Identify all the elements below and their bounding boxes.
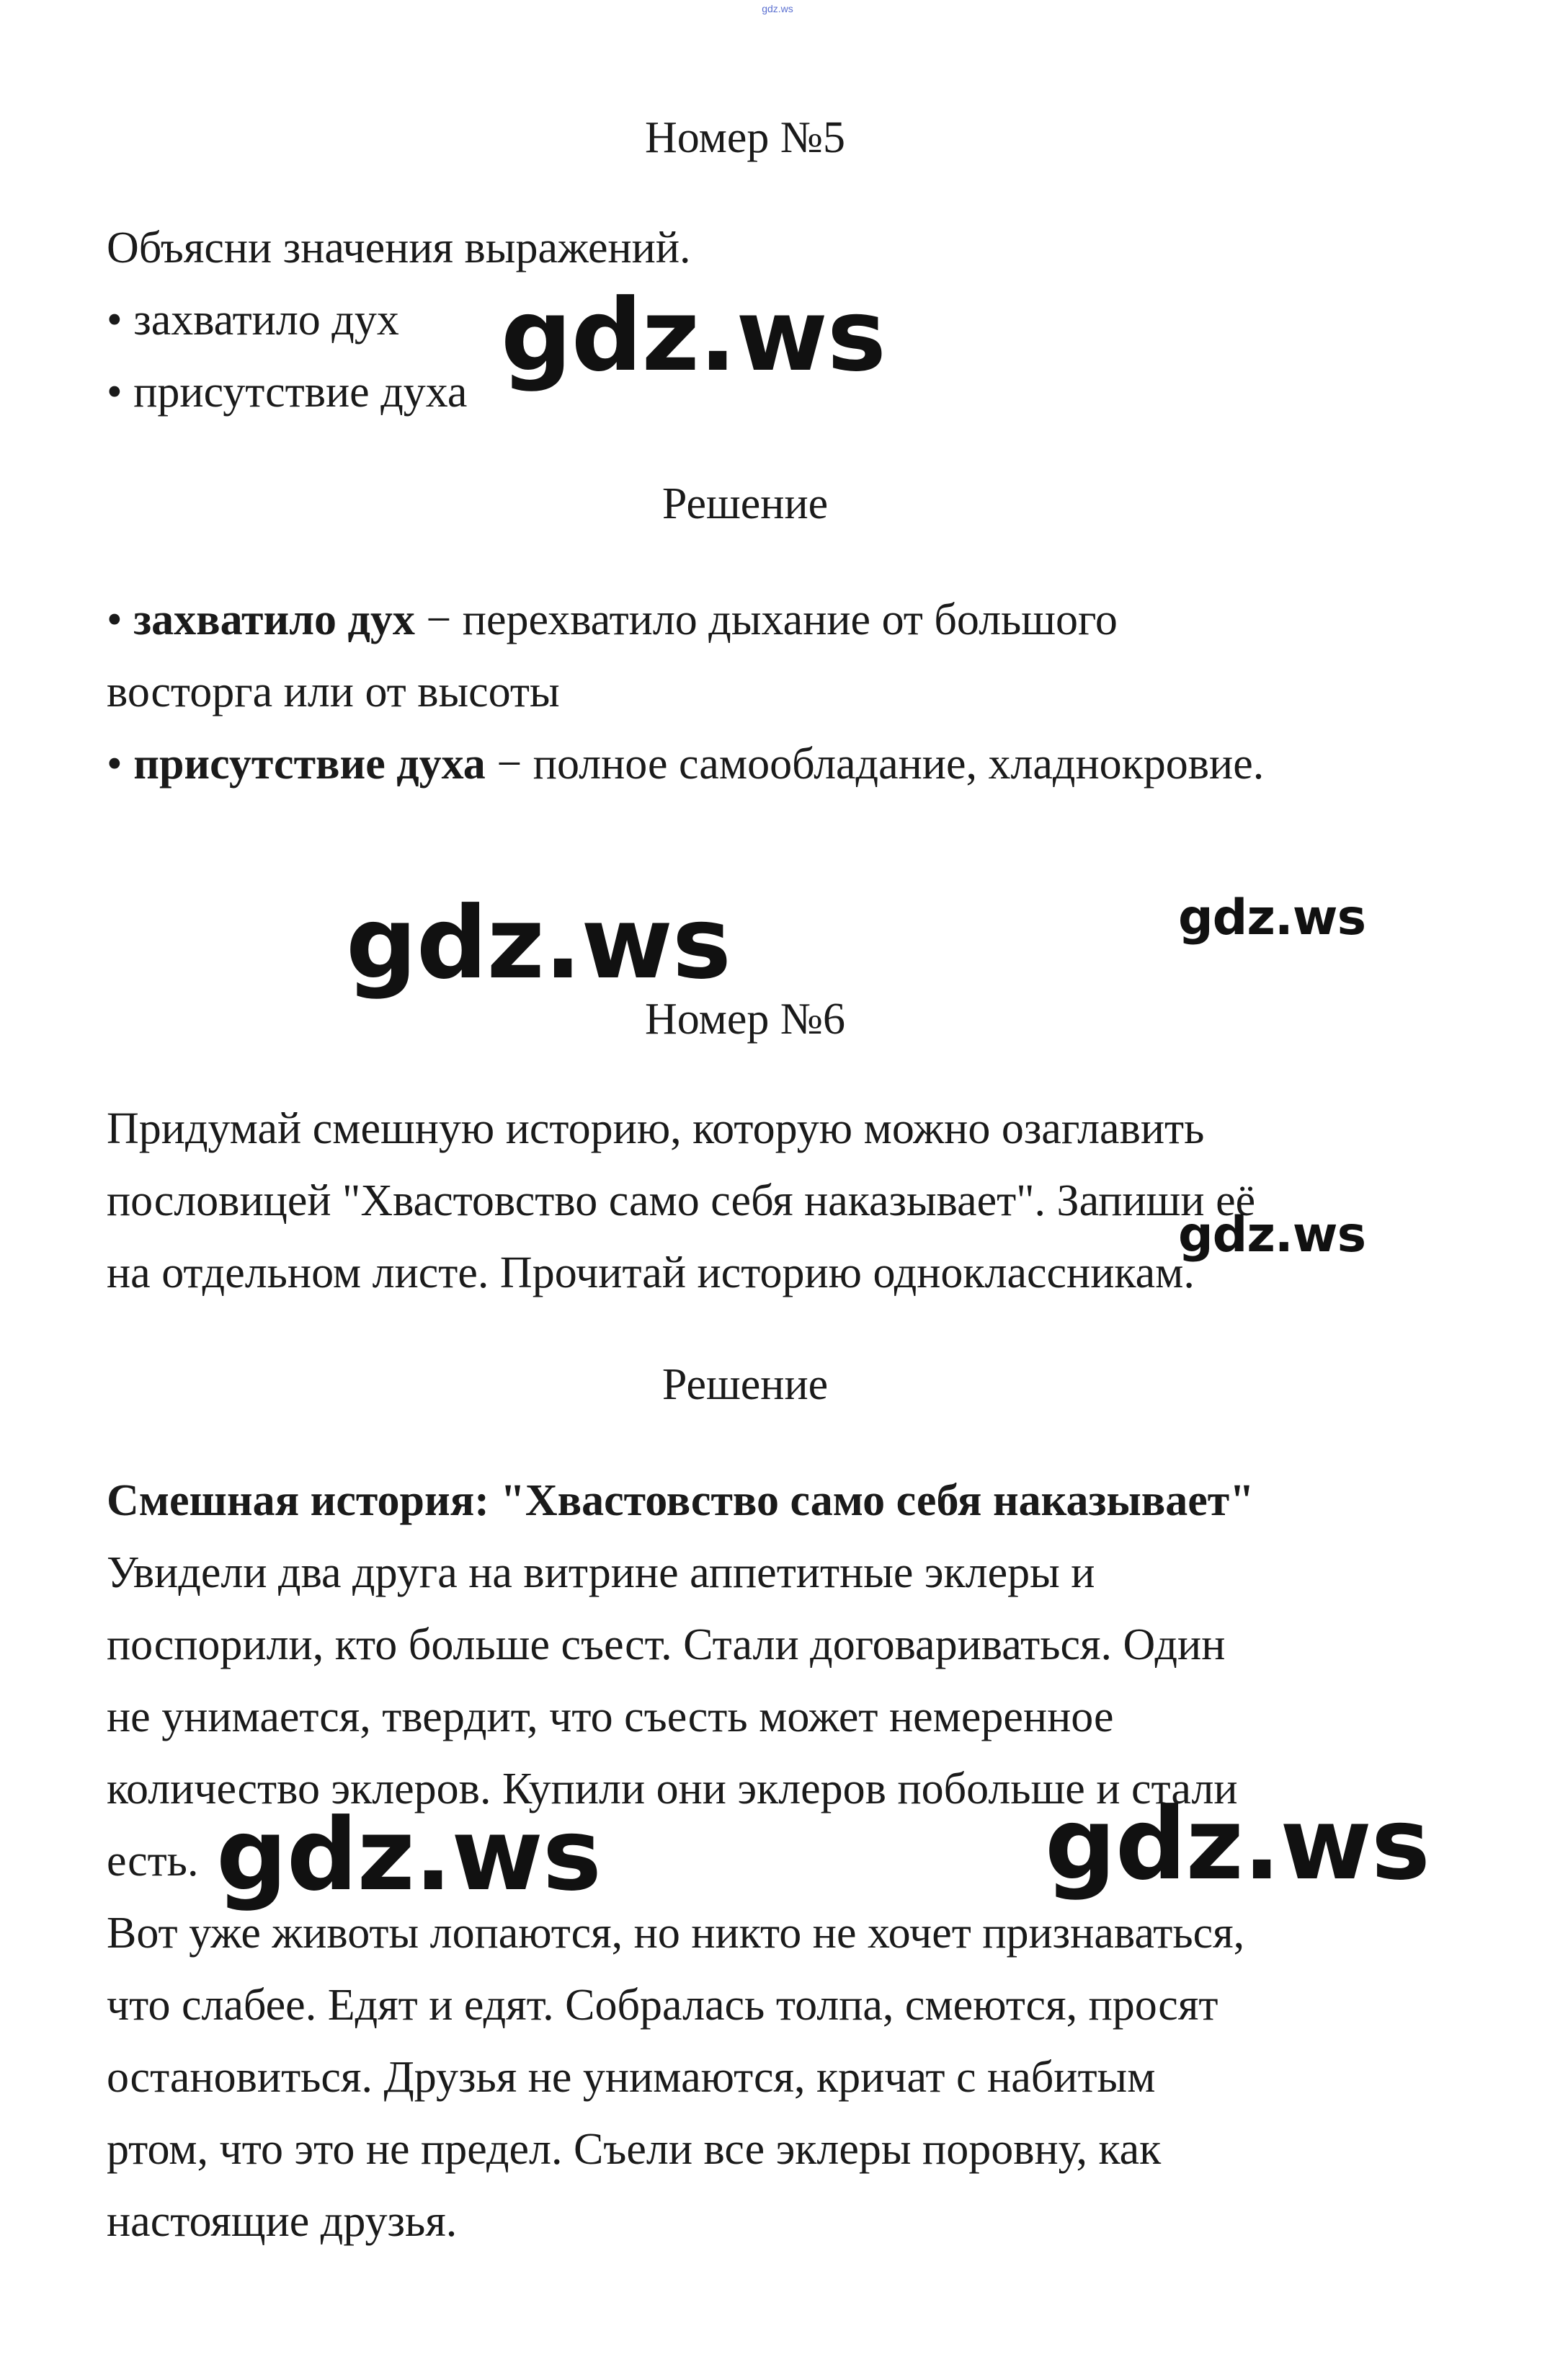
bullet: • (107, 740, 134, 789)
task5-question-line: Объясни значения выражений. (107, 223, 691, 272)
watermark-logo: gdz.ws (1045, 1786, 1430, 1902)
story-line: Увидели два друга на витрине аппетитные эклеры и (107, 1548, 1095, 1597)
task5-solution-heading: Решение (661, 479, 829, 528)
story-line: ртом, что это не предел. Съели все эклеры поровну, как (107, 2125, 1162, 2174)
story-line: что слабее. Едят и едят. Собралась толпа, смеются, просят (107, 1981, 1218, 2030)
task5-answer-2 (107, 740, 1265, 789)
answer-term: захватило дух (133, 595, 415, 644)
answer-definition: − перехватило дыхание от большого (414, 595, 1118, 644)
task5-answer-1 (107, 595, 1118, 644)
task6-question-line: на отдельном листе. Прочитай историю одноклассникам. (107, 1248, 1195, 1297)
task5-title: Номер №5 (644, 113, 845, 162)
story-title (107, 1478, 1255, 1523)
story-line: не унимается, твердит, что съесть может немеренное (107, 1692, 1114, 1741)
task5-question-line: • присутствие духа (107, 368, 468, 417)
story-line: есть. (107, 1837, 199, 1886)
story-title-text: Смешная история: "Хвастовство само себя наказывает" (107, 1476, 1255, 1525)
story-line: настоящие друзья. (107, 2197, 458, 2246)
answer-definition: − полное самообладание, хладнокровие. (485, 740, 1265, 789)
story-line: количество эклеров. Купили они эклеров побольше и стали (107, 1764, 1238, 1813)
task6-question-line: пословицей "Хвастовство само себя наказывает". Запиши её (107, 1176, 1256, 1225)
watermark-logo: gdz.ws (216, 1797, 601, 1913)
task6-title: Номер №6 (644, 995, 845, 1044)
task5-question-line: • захватило дух (107, 296, 399, 345)
watermark-logo: gdz.ws (1178, 1207, 1366, 1264)
story-line: Вот уже животы лопаются, но никто не хочет признаваться, (107, 1909, 1245, 1958)
story-line: поспорили, кто больше съест. Стали договариваться. Один (107, 1620, 1226, 1669)
answer-term: присутствие духа (133, 740, 486, 789)
watermark-logo: gdz.ws (1178, 889, 1366, 946)
watermark-logo: gdz.ws (501, 277, 886, 394)
top-watermark: gdz.ws (762, 3, 793, 14)
task5-answer-1-continued: восторга или от высоты (107, 667, 560, 716)
bullet: • (107, 595, 134, 644)
story-line: остановиться. Друзья не унимаются, кричат с набитым (107, 2053, 1156, 2102)
watermark-logo: gdz.ws (346, 885, 731, 1001)
task6-question-line: Придумай смешную историю, которую можно озаглавить (107, 1104, 1205, 1153)
task6-solution-heading: Решение (661, 1360, 829, 1409)
